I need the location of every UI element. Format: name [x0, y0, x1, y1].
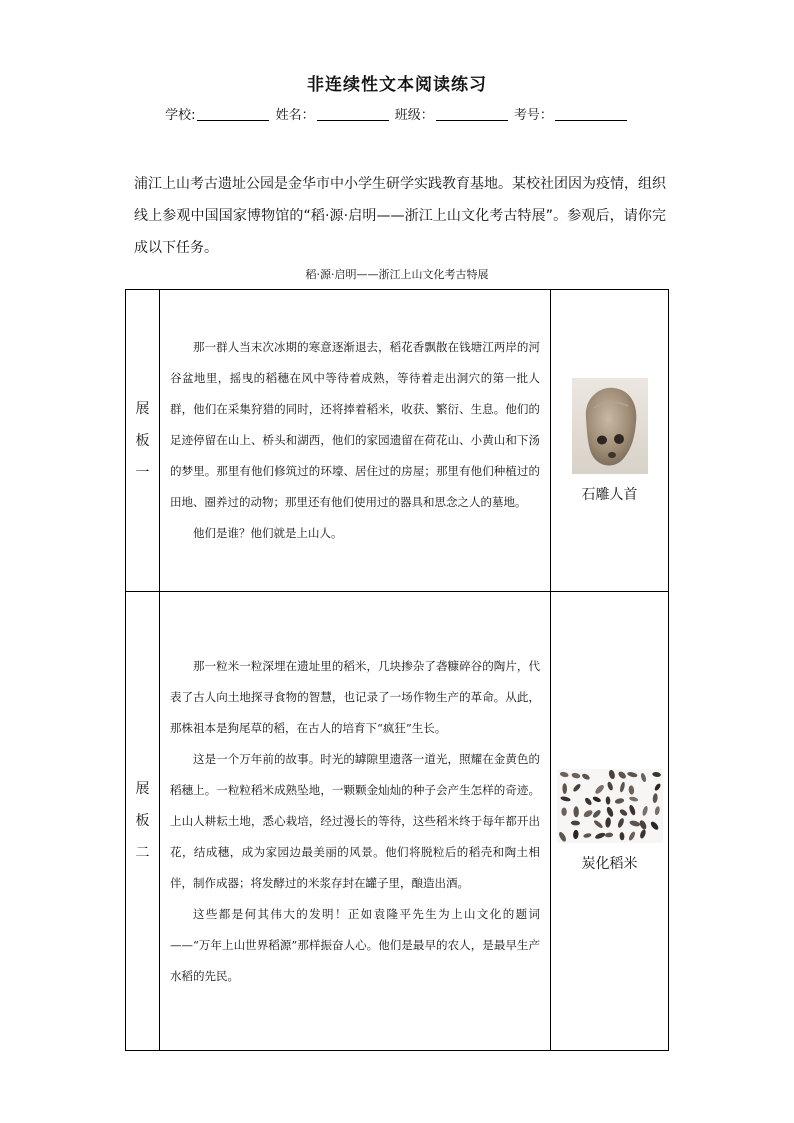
carbonized-rice-image: [557, 769, 663, 843]
panel-label-char: 板: [135, 432, 150, 449]
panel-paragraph: 这些都是何其伟大的发明！正如袁隆平先生为上山文化的题词——“万年上山世界稻源”那样振奋人心。他们是最早的农人，是最早生产水稻的先民。: [170, 906, 540, 983]
panel-label-char: 展: [135, 400, 150, 417]
panel-row-1: [126, 290, 669, 592]
panel-label-char: 展: [135, 781, 150, 797]
student-info-line: [0, 104, 794, 123]
panel-label-char: 板: [135, 813, 150, 829]
exhibit-caption: 稻·源·启明——浙江上山文化考古特展: [305, 268, 489, 281]
page-title: 非连续性文本阅读练习: [307, 75, 487, 95]
panel-paragraph: 这是一个万年前的故事。时光的罅隙里遗落一道光，照耀在金黄色的稻穗上。一粒粒稻米成熟坠地，一颗颗金灿灿的种子会产生怎样的奇迹。上山人耕耘土地，悉心栽培，经过漫长的等待，这些稻米终于每年都开出花，结成穗，成为家园边最美丽的风景。他们将脱粒后的稻壳和陶土相伴，制作成器；将发酵过的米浆存封在罐子里，酿造出酒。: [170, 751, 540, 890]
class-label: 班级：: [394, 108, 434, 123]
image-label-1: 石雕人首: [581, 486, 638, 503]
school-label: 学校:: [165, 108, 196, 123]
school-blank[interactable]: [197, 107, 269, 121]
panel-paragraph: 那一粒米一粒深埋在遗址里的稻米，几块掺杂了砻糠碎谷的陶片，代表了古人向土地探寻食物的智慧，也记录了一场作物生产的革命。从此，那株祖本是狗尾草的稻，在古人的培育下“疯狂”生长。: [170, 658, 540, 735]
panel-text-1: [160, 290, 551, 592]
panel-image-cell-2: [551, 592, 669, 1051]
panel-label-2: [126, 592, 160, 1051]
panel-label-char: 一: [135, 464, 150, 481]
panel-label-char: 二: [135, 845, 150, 861]
exam-number-blank[interactable]: [555, 107, 627, 121]
class-blank[interactable]: [436, 107, 508, 121]
panel-paragraph: 他们是谁？他们就是上山人。: [193, 526, 343, 540]
panel-text-2: [160, 592, 551, 1051]
stone-carved-head-image: [572, 378, 648, 474]
intro-paragraph: 浦江上山考古遗址公园是金华市中小学生研学实践教育基地。某校社团因为疫情，组织线上参观中国国家博物馆的“稻·源·启明——浙江上山文化考古特展”。参观后，请你完成以下任务。: [134, 176, 666, 256]
panel-label-1: [126, 290, 160, 592]
exhibit-table: [125, 289, 669, 1051]
panel-row-2: [126, 592, 669, 1051]
panel-paragraph: 那一群人当末次冰期的寒意逐渐退去，稻花香飘散在钱塘江两岸的河谷盆地里，摇曳的稻穗在风中等待着成熟，等待着走出洞穴的第一批人群，他们在采集狩猎的同时，还将捧着稻米，收获、繁衍、生息。他们的足迹停留在山上、桥头和湖西，他们的家园遗留在荷花山、小黄山和下汤的梦里。那里有他们修筑过的环壕、居住过的房屋；那里有他们种植过的田地、圈养过的动物；那里还有他们使用过的器具和思念之人的墓地。: [170, 340, 540, 509]
name-label: 姓名：: [275, 108, 315, 123]
name-blank[interactable]: [317, 107, 389, 121]
image-label-2: 炭化稻米: [581, 856, 638, 872]
exam-number-label: 考号：: [513, 108, 553, 123]
panel-image-cell-1: [551, 290, 669, 592]
